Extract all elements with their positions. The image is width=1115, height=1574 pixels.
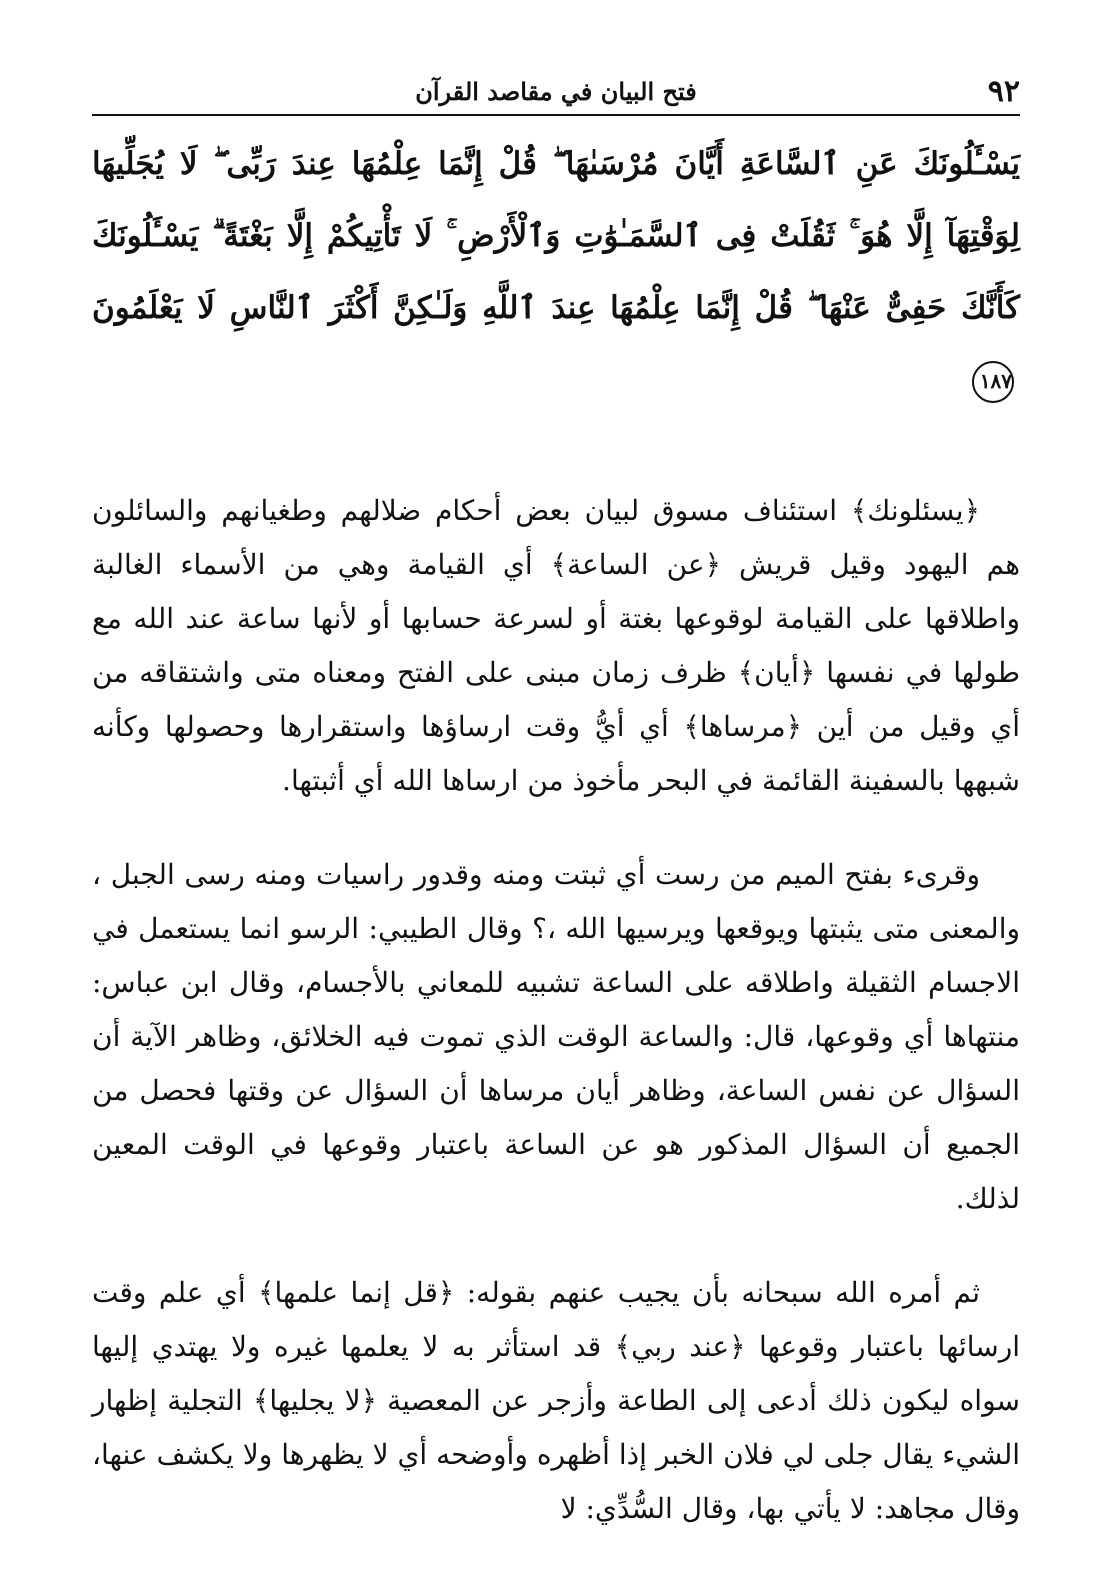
commentary-paragraph: ﴿يسئلونك﴾ استئناف مسوق لبيان بعض أحكام ضلالهم وطغيانهم والسائلون هم اليهود وقيل قريش ﴿عن الساعة﴾ أي القيامة وهي من الأسماء الغالبة واطلاقها على القيامة لوقوعها بغتة أو لسرعة حسابها أو لأنها ساعة عند الله مع طولها في نفسها ﴿أيان﴾ ظرف زمان مبنى على الفتح ومعناه متى واشتقاقه من أي وقيل من أين ﴿مرساها﴾ أي أيُّ وقت ارساؤها واستقرارها وحصولها وكأنه شبهها بالسفينة القائمة في البحر مأخوذ من ارساها الله أي أثبتها.	[92, 494, 1020, 797]
page-header	[92, 70, 1020, 116]
quran-verse	[92, 128, 1020, 416]
page-number: ٩٢	[987, 74, 1020, 109]
tafsir-commentary	[92, 484, 1020, 1536]
book-page	[92, 70, 1020, 1550]
running-title: فتح البيان في مقاصد القرآن	[415, 77, 697, 106]
verse-number-marker: ١٨٧	[972, 361, 1014, 403]
commentary-paragraph: ثم أمره الله سبحانه بأن يجيب عنهم بقوله: ﴿قل إنما علمها﴾ أي علم وقت ارسائها باعتبار وقوعها ﴿عند ربي﴾ قد استأثر به لا يعلمها غيره ولا يهتدي إليها سواه ليكون ذلك أدعى إلى الطاعة وأزجر عن المعصية ﴿لا يجليها﴾ التجلية إظهار الشيء يقال جلى لي فلان الخبر إذا أظهره وأوضحه أي لا يظهرها ولا يكشف عنها، وقال مجاهد: لا يأتي بها، وقال السُّدِّي: لا	[92, 1276, 1021, 1525]
verse-text: يَسْـَٔلُونَكَ عَنِ ٱلسَّاعَةِ أَيَّانَ مُرْسَىٰهَا ۖ قُلْ إِنَّمَا عِلْمُهَا عِندَ رَبِّى ۖ لَا يُجَلِّيهَا لِوَقْتِهَآ إِلَّا هُوَ ۚ ثَقُلَتْ فِى ٱلسَّمَـٰوَٰتِ وَٱلْأَرْضِ ۚ لَا تَأْتِيكُمْ إِلَّا بَغْتَةً ۗ يَسْـَٔلُونَكَ كَأَنَّكَ حَفِىٌّ عَنْهَا ۖ قُلْ إِنَّمَا عِلْمُهَا عِندَ ٱللَّهِ وَلَـٰكِنَّ أَكْثَرَ ٱلنَّاسِ لَا يَعْلَمُونَ	[92, 146, 1020, 326]
commentary-paragraph: وقرىء بفتح الميم من رست أي ثبتت ومنه وقدور راسيات ومنه رسى الجبل ، والمعنى متى يثبتها ويوقعها ويرسيها الله ،؟ وقال الطيبي: الرسو انما يستعمل في الاجسام الثقيلة واطلاقه على الساعة تشبيه للمعاني بالأجسام، وقال ابن عباس: منتهاها أي وقوعها، قال: والساعة الوقت الذي تموت فيه الخلائق، وظاهر الآية أن السؤال عن نفس الساعة، وظاهر أيان مرساها أن السؤال عن وقتها فحصل من الجميع أن السؤال المذكور هو عن الساعة باعتبار وقوعها في الوقت المعين لذلك.	[92, 858, 1020, 1215]
